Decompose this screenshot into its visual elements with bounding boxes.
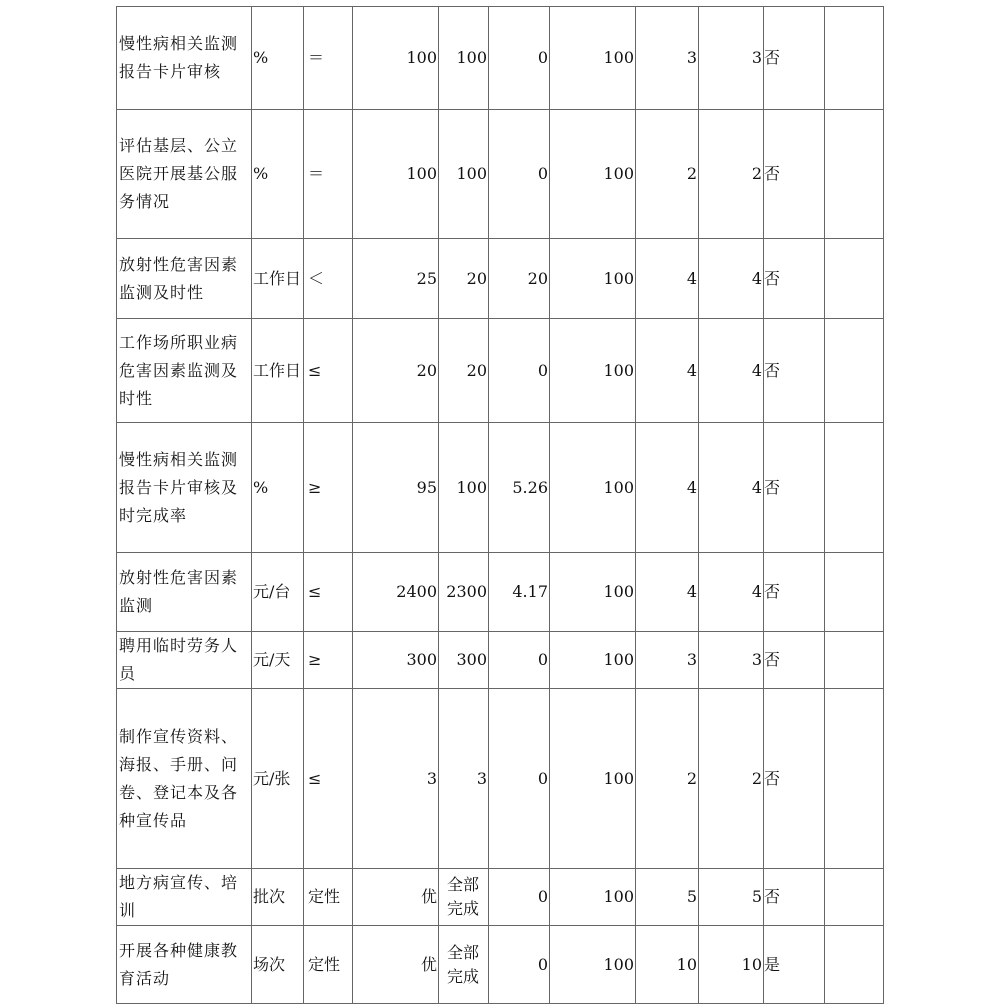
table-row <box>117 926 884 1004</box>
weight-cell: 100 <box>550 7 636 110</box>
target-value-cell: 300 <box>353 632 439 689</box>
actual-value-cell: 2300 <box>439 553 489 632</box>
note-cell <box>825 239 884 319</box>
unit-cell: 元/天 <box>252 632 304 689</box>
score-cell: 2 <box>699 110 764 239</box>
weight-cell: 100 <box>550 926 636 1004</box>
actual-value-cell: 300 <box>439 632 489 689</box>
score-cell: 2 <box>636 110 699 239</box>
indicator-name-cell: 放射性危害因素监测 <box>117 553 252 632</box>
score-cell: 4 <box>636 239 699 319</box>
unit-cell: 场次 <box>252 926 304 1004</box>
operator-cell: 定性 <box>304 869 353 926</box>
table-body <box>117 7 884 1004</box>
operator-cell: ≤ <box>304 553 353 632</box>
actual-value-cell: 100 <box>439 423 489 553</box>
weight-cell: 100 <box>550 689 636 869</box>
actual-value-cell: 20 <box>439 239 489 319</box>
table-row <box>117 869 884 926</box>
target-value-cell: 20 <box>353 319 439 423</box>
operator-cell: ＜ <box>304 239 353 319</box>
note-cell <box>825 110 884 239</box>
note-cell <box>825 632 884 689</box>
flag-cell: 否 <box>764 869 825 926</box>
score-cell: 4 <box>699 319 764 423</box>
deviation-cell: 0 <box>489 7 550 110</box>
score-cell: 3 <box>699 7 764 110</box>
note-cell <box>825 553 884 632</box>
target-value-cell: 优 <box>353 926 439 1004</box>
unit-cell: 批次 <box>252 869 304 926</box>
unit-cell: 工作日 <box>252 239 304 319</box>
indicator-name-cell: 制作宣传资料、海报、手册、问卷、登记本及各种宣传品 <box>117 689 252 869</box>
deviation-cell: 0 <box>489 689 550 869</box>
deviation-cell: 0 <box>489 110 550 239</box>
weight-cell: 100 <box>550 423 636 553</box>
operator-cell: ≥ <box>304 632 353 689</box>
deviation-cell: 4.17 <box>489 553 550 632</box>
note-cell <box>825 689 884 869</box>
score-cell: 4 <box>636 319 699 423</box>
deviation-cell: 0 <box>489 632 550 689</box>
table-row <box>117 553 884 632</box>
table-row <box>117 423 884 553</box>
note-cell <box>825 926 884 1004</box>
deviation-cell: 20 <box>489 239 550 319</box>
indicator-name-cell: 工作场所职业病危害因素监测及时性 <box>117 319 252 423</box>
indicator-name-cell: 评估基层、公立医院开展基公服务情况 <box>117 110 252 239</box>
target-value-cell: 优 <box>353 869 439 926</box>
operator-cell: ＝ <box>304 110 353 239</box>
indicator-name-cell: 放射性危害因素监测及时性 <box>117 239 252 319</box>
indicator-name-cell: 慢性病相关监测报告卡片审核及时完成率 <box>117 423 252 553</box>
deviation-cell: 5.26 <box>489 423 550 553</box>
score-cell: 4 <box>699 423 764 553</box>
performance-table <box>116 6 884 1004</box>
flag-cell: 否 <box>764 239 825 319</box>
target-value-cell: 100 <box>353 110 439 239</box>
score-cell: 3 <box>636 632 699 689</box>
note-cell <box>825 423 884 553</box>
actual-value-cell: 100 <box>439 110 489 239</box>
table-row <box>117 319 884 423</box>
score-cell: 4 <box>699 239 764 319</box>
note-cell <box>825 869 884 926</box>
weight-cell: 100 <box>550 553 636 632</box>
score-cell: 5 <box>699 869 764 926</box>
flag-cell: 是 <box>764 926 825 1004</box>
target-value-cell: 95 <box>353 423 439 553</box>
flag-cell: 否 <box>764 632 825 689</box>
score-cell: 3 <box>636 7 699 110</box>
operator-cell: ≥ <box>304 423 353 553</box>
weight-cell: 100 <box>550 632 636 689</box>
actual-value-cell: 3 <box>439 689 489 869</box>
score-cell: 10 <box>636 926 699 1004</box>
flag-cell: 否 <box>764 689 825 869</box>
score-cell: 10 <box>699 926 764 1004</box>
indicator-name-cell: 聘用临时劳务人员 <box>117 632 252 689</box>
unit-cell: % <box>252 423 304 553</box>
operator-cell: ＝ <box>304 7 353 110</box>
unit-cell: 工作日 <box>252 319 304 423</box>
unit-cell: 元/张 <box>252 689 304 869</box>
deviation-cell: 0 <box>489 926 550 1004</box>
score-cell: 2 <box>699 689 764 869</box>
deviation-cell: 0 <box>489 869 550 926</box>
weight-cell: 100 <box>550 239 636 319</box>
weight-cell: 100 <box>550 319 636 423</box>
table-row <box>117 689 884 869</box>
target-value-cell: 25 <box>353 239 439 319</box>
actual-value-cell: 全部完成 <box>439 926 489 1004</box>
indicator-name-cell: 地方病宣传、培训 <box>117 869 252 926</box>
indicator-name-cell: 开展各种健康教育活动 <box>117 926 252 1004</box>
table-row <box>117 7 884 110</box>
deviation-cell: 0 <box>489 319 550 423</box>
unit-cell: % <box>252 7 304 110</box>
actual-value-cell: 20 <box>439 319 489 423</box>
note-cell <box>825 7 884 110</box>
weight-cell: 100 <box>550 869 636 926</box>
flag-cell: 否 <box>764 7 825 110</box>
table-row <box>117 632 884 689</box>
operator-cell: ≤ <box>304 689 353 869</box>
target-value-cell: 3 <box>353 689 439 869</box>
actual-value-cell: 100 <box>439 7 489 110</box>
note-cell <box>825 319 884 423</box>
flag-cell: 否 <box>764 553 825 632</box>
target-value-cell: 2400 <box>353 553 439 632</box>
weight-cell: 100 <box>550 110 636 239</box>
score-cell: 2 <box>636 689 699 869</box>
flag-cell: 否 <box>764 319 825 423</box>
unit-cell: % <box>252 110 304 239</box>
target-value-cell: 100 <box>353 7 439 110</box>
actual-value-cell: 全部完成 <box>439 869 489 926</box>
flag-cell: 否 <box>764 423 825 553</box>
score-cell: 3 <box>699 632 764 689</box>
indicator-name-cell: 慢性病相关监测报告卡片审核 <box>117 7 252 110</box>
table-row <box>117 239 884 319</box>
score-cell: 4 <box>699 553 764 632</box>
operator-cell: 定性 <box>304 926 353 1004</box>
score-cell: 4 <box>636 423 699 553</box>
score-cell: 4 <box>636 553 699 632</box>
table-row <box>117 110 884 239</box>
unit-cell: 元/台 <box>252 553 304 632</box>
flag-cell: 否 <box>764 110 825 239</box>
score-cell: 5 <box>636 869 699 926</box>
operator-cell: ≤ <box>304 319 353 423</box>
